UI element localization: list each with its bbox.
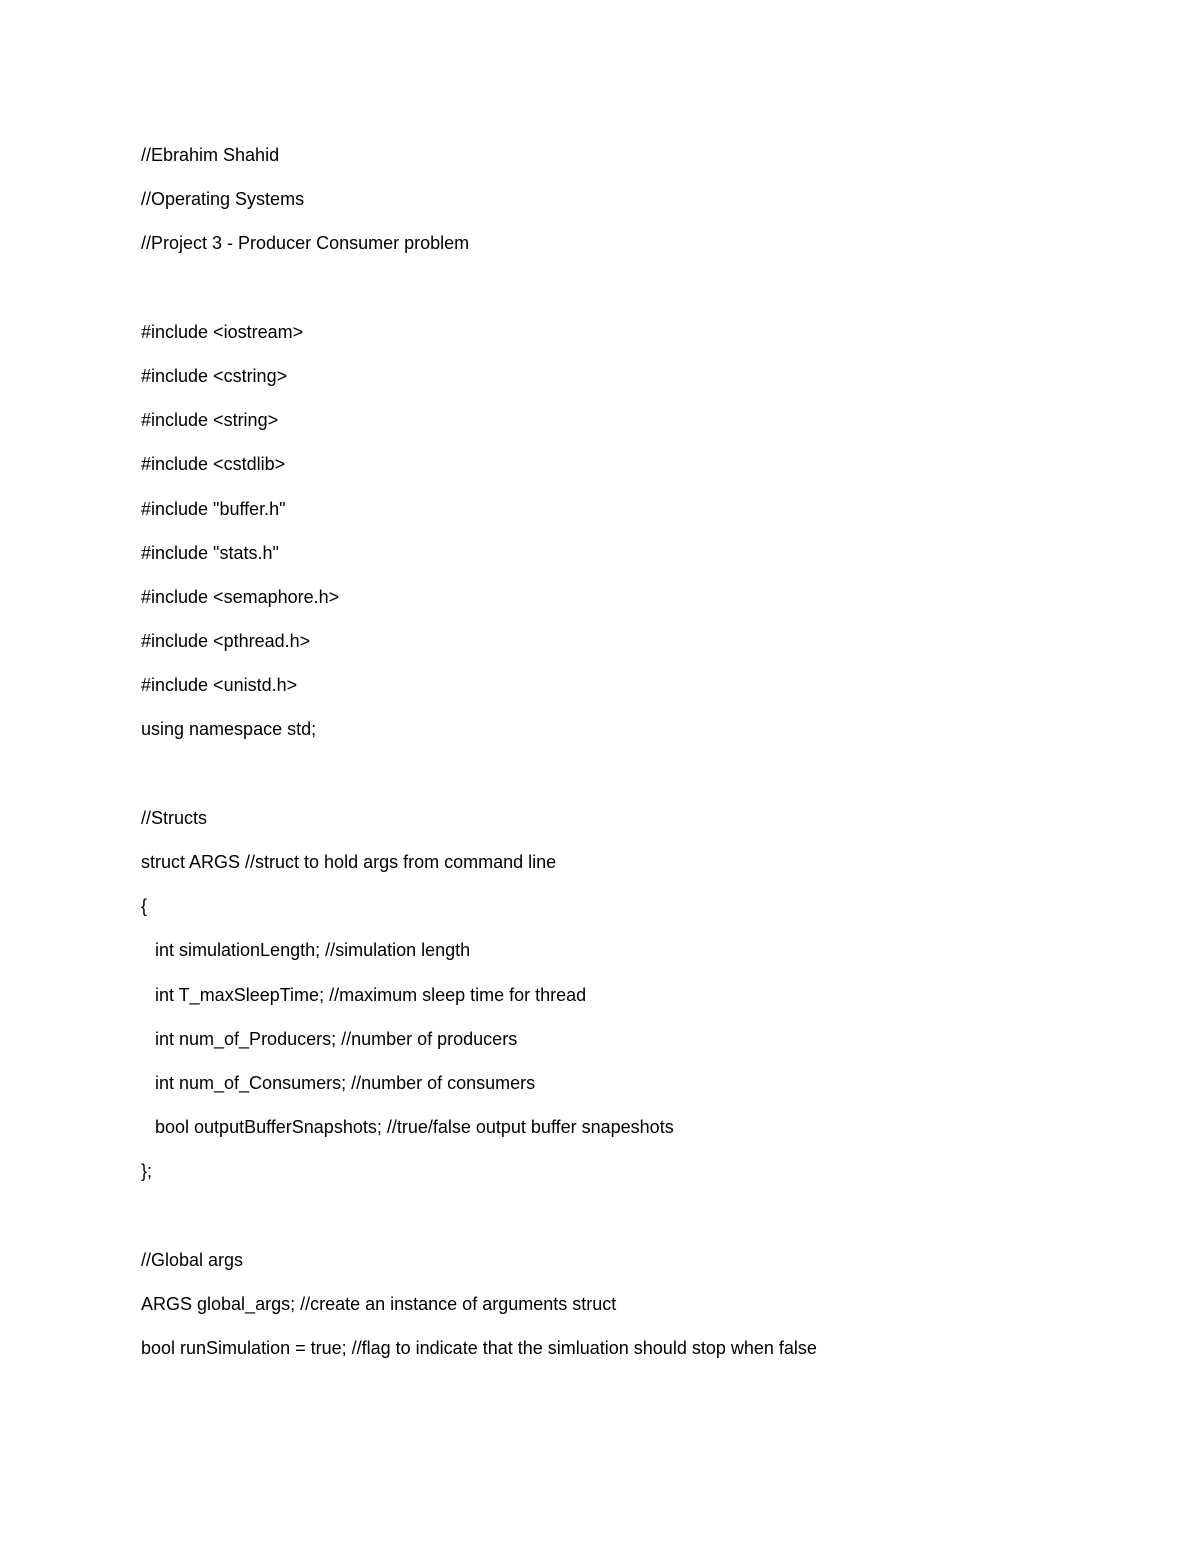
code-listing	[141, 140, 1141, 1377]
close-brace-line: };	[141, 1161, 153, 1182]
comment-structs-line: //Structs	[141, 807, 208, 828]
struct-member-line: int simulationLength; //simulation length	[155, 940, 471, 961]
struct-member-line: int num_of_Consumers; //number of consumers	[155, 1072, 536, 1093]
include-semaphore-line: #include <semaphore.h>	[141, 586, 340, 607]
blank-line	[141, 1201, 1141, 1245]
include-string-line: #include <string>	[141, 410, 279, 431]
include-pthread-line: #include <pthread.h>	[141, 631, 311, 652]
include-cstdlib-line: #include <cstdlib>	[141, 454, 286, 475]
blank-line	[141, 273, 1141, 317]
struct-member-line: int num_of_Producers; //number of producers	[155, 1028, 518, 1049]
global-args-declaration-line: ARGS global_args; //create an instance of arguments struct	[141, 1293, 617, 1314]
struct-member-line: bool outputBufferSnapshots; //true/false output buffer snapeshots	[155, 1117, 674, 1138]
open-brace-line: {	[141, 896, 148, 917]
include-cstring-line: #include <cstring>	[141, 365, 288, 386]
using-namespace-line: using namespace std;	[141, 719, 317, 740]
include-buffer-line: #include "buffer.h"	[141, 498, 286, 519]
include-unistd-line: #include <unistd.h>	[141, 675, 298, 696]
struct-declaration-line: struct ARGS //struct to hold args from command line	[141, 852, 557, 872]
comment-project-line: //Project 3 - Producer Consumer problem	[141, 233, 470, 254]
comment-course-line: //Operating Systems	[141, 189, 305, 210]
blank-line	[141, 759, 1141, 803]
include-iostream-line: #include <iostream>	[141, 321, 304, 342]
include-stats-line: #include "stats.h"	[141, 542, 279, 563]
run-simulation-flag-line: bool runSimulation = true; //flag to indicate that the simluation should stop when false	[141, 1338, 817, 1359]
comment-author-line: //Ebrahim Shahid	[141, 145, 280, 165]
comment-global-args-line: //Global args	[141, 1249, 244, 1270]
struct-member-line: int T_maxSleepTime; //maximum sleep time for thread	[155, 984, 587, 1005]
